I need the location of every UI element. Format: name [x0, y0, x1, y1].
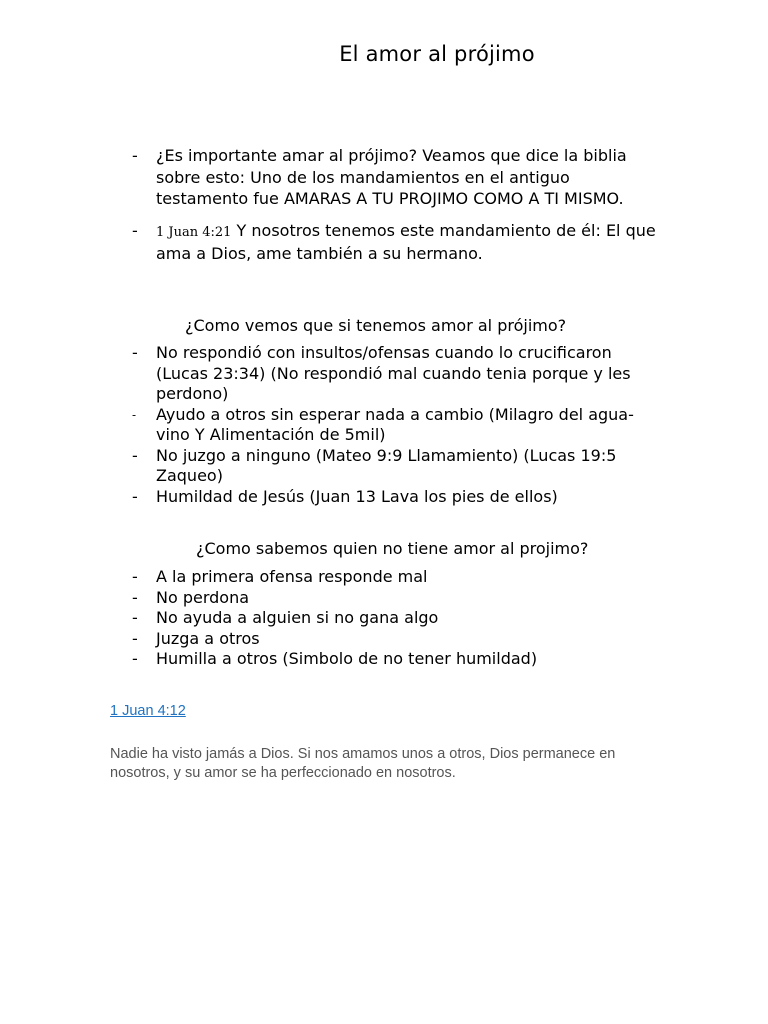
list-item-text: Juzga a otros: [156, 628, 260, 648]
list-item-text: No respondió con insultos/ofensas cuando lo crucificaron (Lucas 23:34) (No respondió mal cuando tenia porque y les perdono): [156, 343, 631, 403]
list-item: [132, 220, 662, 265]
list-item-text: Humilla a otros (Simbolo de no tener humildad): [156, 649, 538, 668]
verse-text: Nadie ha visto jamás a Dios. Si nos amamos unos a otros, Dios permanece en nosotros, y su amor se ha perfeccionado en nosotros.: [110, 746, 616, 781]
list-item: [132, 446, 662, 487]
bullet-dash: -: [132, 587, 138, 607]
bullet-dash: -: [132, 628, 138, 648]
love-signs-list: [132, 343, 662, 507]
list-item-text: No juzgo a ninguno (Mateo 9:9 Llamamiento) (Lucas 19:5 Zaqueo): [156, 445, 617, 485]
bullet-dash: -: [132, 146, 138, 165]
list-item: [132, 405, 662, 446]
list-item: [132, 649, 662, 670]
list-item: [132, 629, 662, 650]
verse-reference-link[interactable]: 1 Juan 4:12: [110, 703, 186, 719]
intro-list: [132, 145, 662, 265]
list-item: [132, 608, 662, 629]
bullet-dash: -: [132, 343, 138, 362]
list-item-text: No perdona: [156, 587, 250, 607]
list-item-text: Humildad de Jesús (Juan 13 Lava los pies de ellos): [156, 486, 558, 506]
list-item: [132, 567, 662, 588]
list-item-text: Y nosotros tenemos este mandamiento de él: El que ama a Dios, ame también a su hermano.: [156, 220, 656, 263]
list-item: [132, 487, 662, 508]
list-item-text: ¿Es importante amar al prójimo? Veamos que dice la biblia sobre esto: Uno de los mandamientos en el antiguo testamento fue AMARAS A TU PROJIMO COMO A TI MISMO.: [156, 146, 627, 208]
bullet-dash: -: [132, 486, 138, 506]
section-heading-no-love-signs: ¿Como sabemos quien no tiene amor al projimo?: [196, 539, 589, 558]
list-item-text: A la primera ofensa responde mal: [156, 567, 428, 586]
bullet-dash: -: [132, 567, 138, 586]
section-heading-love-signs: ¿Como vemos que si tenemos amor al prójimo?: [185, 316, 567, 335]
list-item-text: Ayudo a otros sin esperar nada a cambio (Milagro del agua-vino Y Alimentación de 5mil): [156, 404, 634, 444]
list-item-text: No ayuda a alguien si no gana algo: [156, 608, 439, 627]
no-love-signs-list: [132, 567, 662, 670]
bullet-dash: -: [132, 407, 137, 422]
bullet-dash: -: [132, 608, 138, 627]
list-item: [132, 145, 662, 210]
list-item: [132, 343, 662, 405]
bullet-dash: -: [132, 220, 138, 240]
bullet-dash: -: [132, 445, 138, 465]
page-title: El amor al prójimo: [339, 42, 535, 66]
bullet-dash: -: [132, 649, 138, 668]
scripture-reference: 1 Juan 4:21: [156, 224, 232, 240]
list-item: [132, 588, 662, 609]
